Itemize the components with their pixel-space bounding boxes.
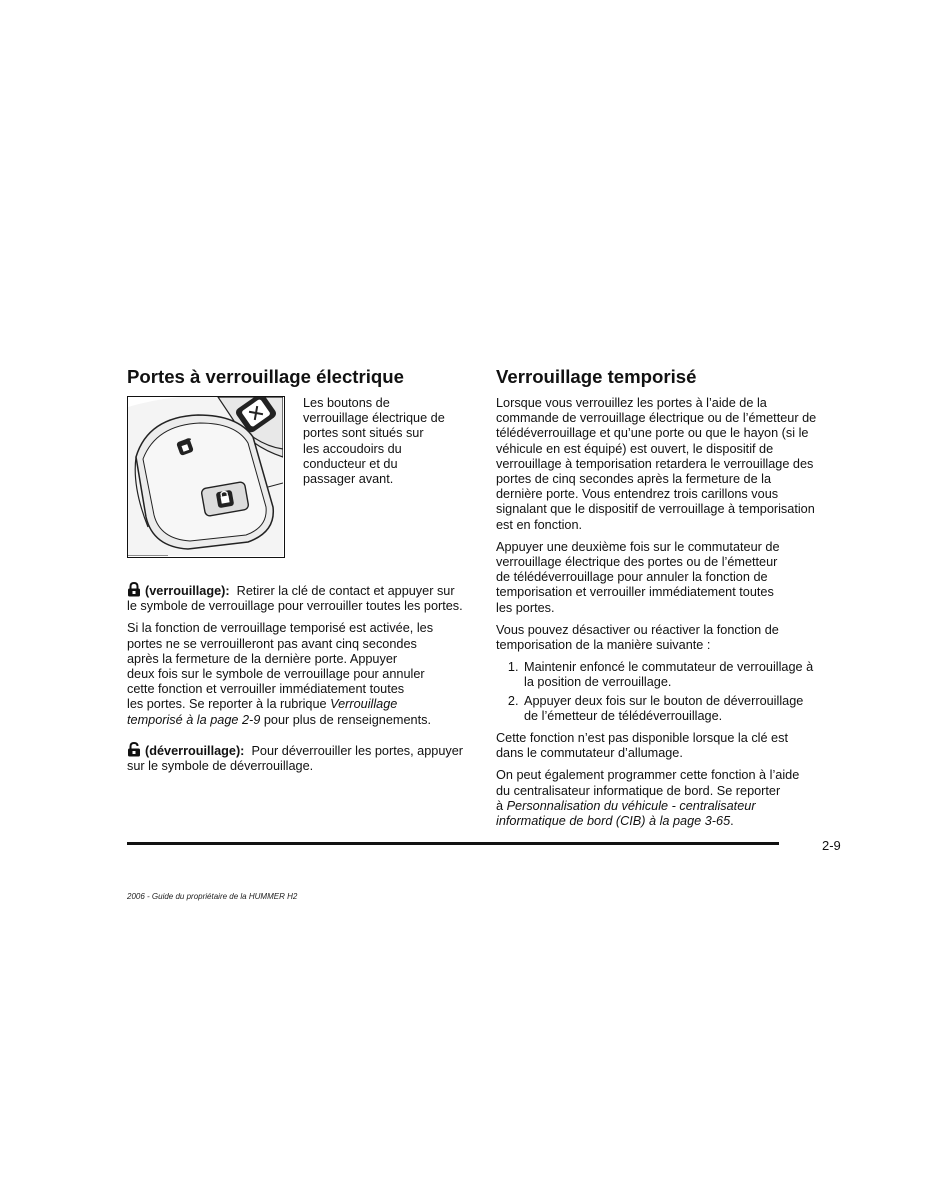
text-line: du centralisateur informatique de bord. Se reporter [496, 783, 781, 798]
text-line: Si la fonction de verrouillage temporisé est activée, les [127, 621, 434, 636]
lock-term: (verrouillage): [145, 584, 230, 598]
text-line: les portes. [496, 600, 555, 615]
text-line: signalant que le dispositif de verrouillage à temporisation [496, 502, 815, 517]
text-line: les portes. Se reporter à la rubrique [127, 697, 331, 712]
text-line: dernière porte. Vous entendrez trois carillons vous [496, 487, 779, 502]
caption-line: portes sont situés sur [303, 426, 424, 441]
door-lock-switch-illustration [127, 396, 285, 558]
text-line: à [496, 798, 507, 813]
text-line: après la fermeture de la dernière porte. Appuyer [127, 651, 398, 666]
step-item [522, 660, 841, 690]
right-paragraph-3 [496, 623, 841, 653]
text-line: dans le commutateur d’allumage. [496, 746, 683, 761]
caption-line: les accoudoirs du [303, 441, 402, 456]
right-paragraph-5 [496, 768, 841, 829]
text-line: Vous pouvez désactiver ou réactiver la fonction de [496, 622, 779, 637]
cross-reference-link[interactable]: Personnalisation du véhicule - centralisateur [506, 798, 756, 813]
lock-paragraph [127, 582, 467, 614]
unlock-icon [127, 742, 141, 757]
right-heading: Verrouillage temporisé [496, 366, 697, 387]
left-heading: Portes à verrouillage électrique [127, 366, 404, 387]
cross-reference-link[interactable]: Verrouillage [330, 697, 398, 712]
text-line: portes ne se verrouilleront pas avant cinq secondes [127, 636, 417, 651]
text-line: de télédéverrouillage pour annuler la fonction de [496, 570, 768, 585]
caption-line: Les boutons de [303, 396, 390, 410]
text-line: véhicule en est équipé) est ouvert, le dispositif de [496, 441, 774, 456]
text-line: Appuyer deux fois sur le bouton de déverrouillage [524, 693, 804, 708]
lock-text: Retirer la clé de contact et appuyer sur le symbole de verrouillage pour verrouiller toutes les portes. [127, 584, 463, 614]
steps-list [496, 660, 841, 724]
text-line: la position de verrouillage. [524, 675, 672, 690]
unlock-text: Pour déverrouiller les portes, appuyer sur le symbole de déverrouillage. [127, 743, 464, 774]
text-line: Maintenir enfoncé le commutateur de verrouillage à [524, 660, 814, 675]
step-item [522, 694, 841, 724]
text-line: verrouillage électrique des portes ou de l’émetteur [496, 555, 778, 570]
text-line: télédéverrouillage et qu’une porte ou que le hayon (si le [496, 426, 809, 441]
text-line: de l’émetteur de télédéverrouillage. [524, 708, 723, 723]
text-line: verrouillage à temporisation retardera le verrouillage des [496, 456, 814, 471]
right-column [496, 364, 841, 836]
page-number: 2-9 [822, 838, 841, 853]
unlock-paragraph [127, 742, 467, 774]
right-paragraph-2 [496, 540, 841, 616]
figure-caption [303, 396, 463, 487]
figure-row [127, 396, 467, 558]
caption-line: conducteur et du [303, 456, 398, 471]
cross-reference-link[interactable]: temporisé à la page 2-9 [127, 712, 261, 727]
caption-line: passager avant. [303, 472, 394, 487]
text-line: On peut également programmer cette fonction à l’aide [496, 768, 800, 783]
text-line: . [730, 814, 734, 829]
text-line: portes de cinq secondes après la fermeture de la [496, 472, 772, 487]
unlock-term: (déverrouillage): [145, 743, 245, 758]
footer-rule [127, 842, 779, 845]
lock-icon [127, 582, 141, 597]
text-line: temporisation et verrouiller immédiatement toutes [496, 585, 774, 600]
delay-paragraph [127, 621, 467, 727]
cross-reference-link[interactable]: informatique de bord (CIB) à la page 3-65 [496, 814, 731, 829]
right-paragraph-1 [496, 396, 841, 533]
text-line: est en fonction. [496, 517, 583, 532]
right-paragraph-4 [496, 731, 841, 761]
text-line: cette fonction et verrouiller immédiatement toutes [127, 682, 405, 697]
left-column [127, 364, 467, 781]
text-line: Lorsque vous verrouillez les portes à l’aide de la [496, 396, 767, 410]
text-line: pour plus de renseignements. [260, 712, 431, 727]
text-line: commande de verrouillage électrique ou de l’émetteur de [496, 411, 817, 426]
caption-line: verrouillage électrique de [303, 411, 445, 426]
text-line: Appuyer une deuxième fois sur le commutateur de [496, 539, 780, 554]
text-line: Cette fonction n’est pas disponible lorsque la clé est [496, 731, 788, 746]
text-line: deux fois sur le symbole de verrouillage pour annuler [127, 667, 425, 682]
footer-text: 2006 - Guide du propriétaire de la HUMMER H2 [127, 892, 298, 901]
text-line: temporisation de la manière suivante : [496, 638, 711, 653]
